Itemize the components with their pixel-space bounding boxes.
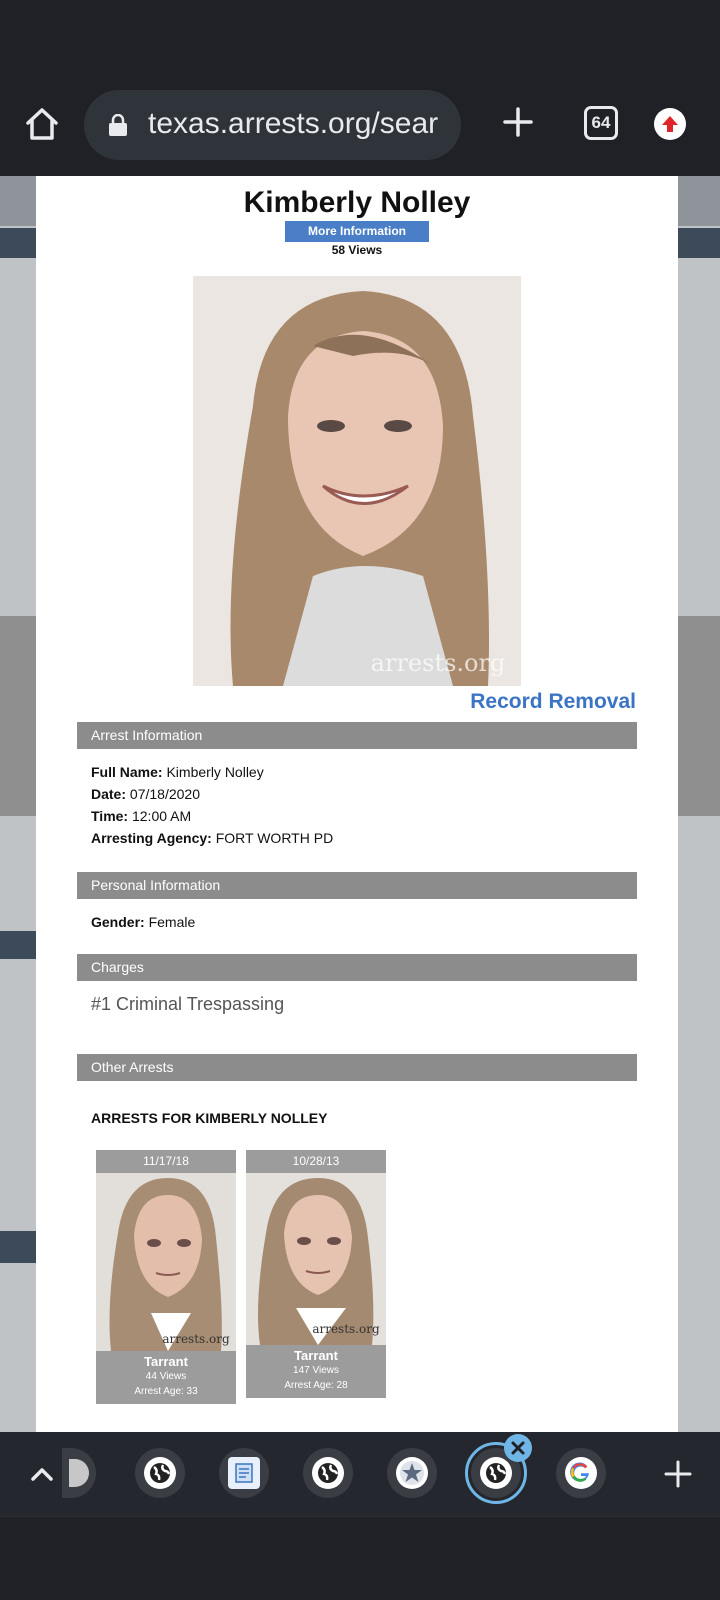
personal-information-header: Personal Information — [77, 872, 637, 899]
arrest-record-modal — [36, 176, 678, 1432]
card-views: 44 Views — [145, 1371, 187, 1382]
card-age: Arrest Age: 33 — [134, 1386, 198, 1397]
globe-icon — [69, 1459, 89, 1487]
lock-icon — [108, 114, 128, 136]
tab-thumbnail[interactable] — [387, 1448, 437, 1498]
mugshot-watermark: arrests.org — [370, 649, 506, 677]
date-value: 07/18/2020 — [129, 786, 200, 802]
time-value: 12:00 AM — [131, 808, 192, 824]
gender-value: Female — [148, 914, 196, 930]
card-age: Arrest Age: 28 — [284, 1380, 348, 1391]
card-county: Tarrant — [294, 1348, 338, 1363]
time-row — [91, 808, 191, 824]
gender-row — [91, 914, 195, 930]
google-icon — [565, 1457, 597, 1489]
browser-toolbar — [0, 74, 720, 176]
other-arrest-card[interactable] — [246, 1150, 386, 1398]
globe-icon — [480, 1457, 512, 1489]
chevron-up-icon[interactable] — [26, 1458, 58, 1490]
date-label: Date: — [91, 786, 127, 802]
agency-label: Arresting Agency: — [91, 830, 212, 846]
full-name-label: Full Name: — [91, 764, 163, 780]
tab-switcher-button[interactable]: 64 — [584, 106, 618, 140]
tab-thumbnail[interactable] — [219, 1448, 269, 1498]
charge-item: #1 Criminal Trespassing — [91, 994, 285, 1014]
gender-label: Gender: — [91, 914, 145, 930]
url-text: texas.arrests.org/sear — [148, 107, 439, 140]
person-name: Kimberly Nolley — [243, 186, 471, 219]
card-county: Tarrant — [144, 1354, 188, 1369]
view-count: 58 Views — [331, 243, 383, 257]
tab-strip — [0, 1432, 720, 1516]
background-heading — [0, 931, 36, 959]
globe-icon — [144, 1457, 176, 1489]
card-watermark: arrests.org — [312, 1322, 380, 1336]
card-date: 10/28/13 — [246, 1150, 386, 1173]
agency-value: FORT WORTH PD — [215, 830, 334, 846]
tab-thumbnail[interactable] — [135, 1448, 185, 1498]
background-card-right — [676, 616, 720, 816]
card-mugshot — [246, 1173, 386, 1345]
tab-thumbnail[interactable] — [556, 1448, 606, 1498]
card-mugshot — [96, 1173, 236, 1351]
mugshot-photo — [193, 276, 521, 686]
new-tab-icon[interactable] — [500, 104, 536, 140]
background-card-left — [0, 616, 36, 816]
full-name-row — [91, 764, 264, 780]
document-icon — [228, 1457, 260, 1489]
card-watermark: arrests.org — [162, 1332, 230, 1346]
more-information-button[interactable]: More Information — [285, 221, 429, 242]
card-views: 147 Views — [293, 1365, 339, 1376]
time-label: Time: — [91, 808, 129, 824]
address-bar[interactable] — [84, 90, 461, 160]
other-arrests-title: ARRESTS FOR KIMBERLY NOLLEY — [91, 1110, 328, 1126]
full-name-value: Kimberly Nolley — [166, 764, 264, 780]
card-date: 11/17/18 — [96, 1150, 236, 1173]
card-footer — [246, 1345, 386, 1398]
charges-header: Charges — [77, 954, 637, 981]
other-arrest-card[interactable] — [96, 1150, 236, 1404]
home-icon[interactable] — [22, 104, 62, 144]
close-icon[interactable] — [504, 1434, 532, 1462]
background-heading-2 — [0, 1231, 36, 1263]
date-row — [91, 786, 200, 802]
system-navigation-area — [0, 1516, 720, 1600]
plus-icon[interactable] — [662, 1458, 694, 1490]
tab-thumbnail-partial[interactable] — [62, 1448, 96, 1498]
tab-thumbnail[interactable] — [303, 1448, 353, 1498]
other-arrests-header: Other Arrests — [77, 1054, 637, 1081]
arrest-information-header: Arrest Information — [77, 722, 637, 749]
agency-row — [91, 830, 333, 846]
arrow-up-icon[interactable] — [654, 108, 686, 140]
badge-icon — [396, 1457, 428, 1489]
globe-icon — [312, 1457, 344, 1489]
record-removal-link[interactable]: Record Removal — [470, 690, 636, 713]
card-footer — [96, 1351, 236, 1404]
